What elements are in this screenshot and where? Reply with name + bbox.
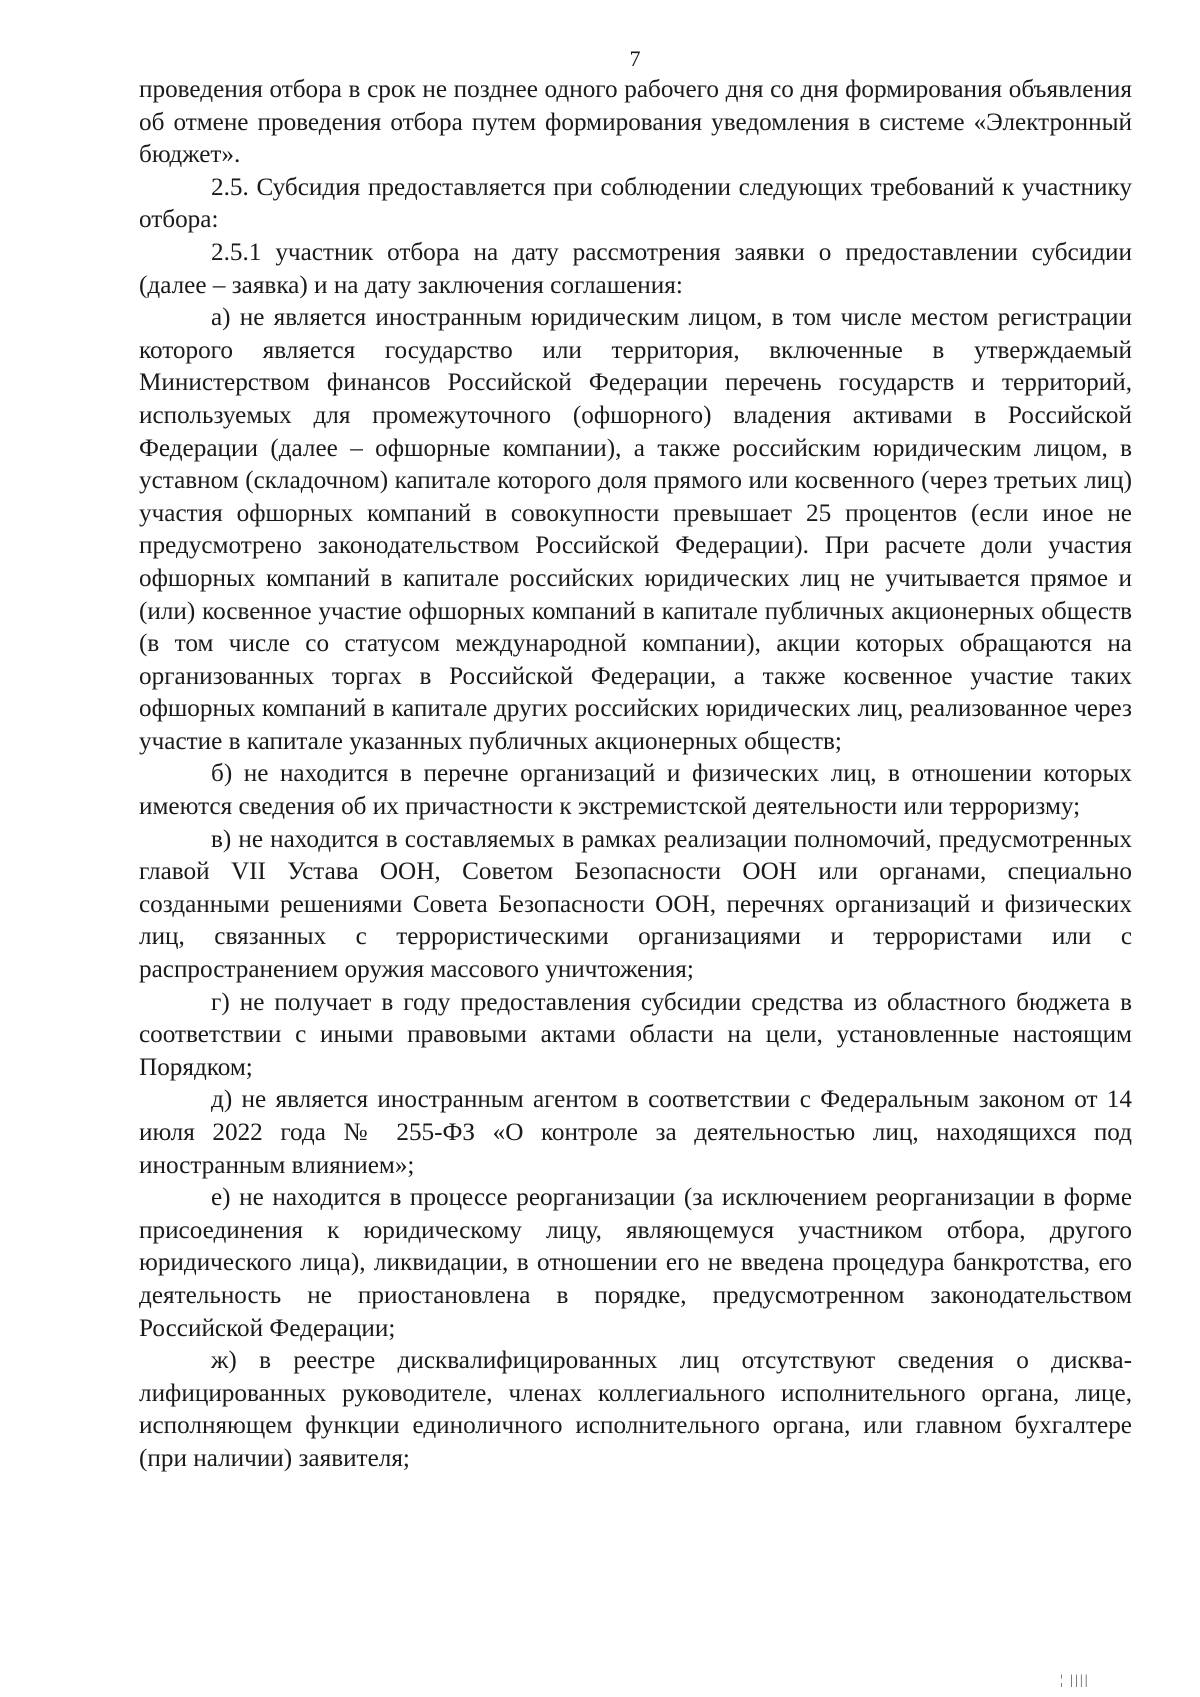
paragraph-clause-2-5-1: 2.5.1 участник отбора на дату рассмотрения заявки о предоставлении субсидии (далее – заявка) и на дату заключения соглашения: <box>139 238 1132 299</box>
scan-artifact: ¦ |||| <box>1060 1673 1090 1688</box>
paragraph-clause-2-5: 2.5. Субсидия предоставляется при соблюдении следующих требований к участнику отбора: <box>139 173 1132 234</box>
page-number: 7 <box>629 46 641 71</box>
paragraph-item-a: а) не является иностранным юридическим лицом, в том числе местом регистрации которого является государство или территория, включенные в утверждаемый Министерством финансов Российской Федерации перечень государств и территорий, используемых для промежуточного (офшорного) владения активами в Российской Федерации (далее – офшорные компании), а также российским юридическим лицом, в уставном (складочном) капитале которого доля прямого или косвенного (через третьих лиц) участия офшорных компаний в совокупности превышает 25 процентов (если иное не предусмотрено законодательством Российской Федерации). При расчете доли участия офшорных компаний в капитале российских юридических лиц не учитывается прямое и (или) косвенное участие офшорных компаний в капитале публичных акционерных обществ (в том числе со статусом международной компании), акции которых обращаются на организованных торгах в Российской Федерации, а также косвенное участие таких офшорных компаний в капитале других российских юридических лиц, реализованное через участие в капитале указанных публичных акционерных обществ; <box>139 304 1132 755</box>
paragraph-item-v: в) не находится в составляемых в рамках реализации полномочий, предусмотренных главой VII Устава ООН, Советом Безопасности ООН или органами, специально созданными решениями Совета Безопасности ООН, перечнях организаций и физических лиц, связанных с террористическими организациями и террористами или с распространением оружия массового уничтожения; <box>139 825 1132 984</box>
paragraph-continuation: проведения отбора в срок не позднее одного рабочего дня со дня формирования объявления об отмене проведения отбора путем формирования уведомления в системе «Электронный бюджет». <box>139 76 1132 169</box>
paragraph-item-d: д) не является иностранным агентом в соответствии с Федеральным законом от 14 июля 2022 года № 255-ФЗ «О контроле за деятельностью лиц, находящихся под иностранным влиянием»; <box>139 1086 1132 1179</box>
paragraph-item-e: е) не находится в процессе реорганизации (за исключением реорганизации в форме присоединения к юридическому лицу, являющемуся участником отбора, другого юридического лица), ликвидации, в отношении его не введена процедура банкротства, его деятельность не приостановлена в порядке, предусмотренном законодательством Российской Федерации; <box>139 1184 1132 1342</box>
paragraph-item-b: б) не находится в перечне организаций и физических лиц, в отношении которых имеются сведения об их причастности к экстремистской деятельности или терроризму; <box>139 760 1132 821</box>
paragraph-item-g: г) не получает в году предоставления субсидии средства из областного бюджета в соответствии с иными правовыми актами области на цели, установленные настоящим Порядком; <box>139 988 1132 1081</box>
paragraph-item-zh: ж) в реестре дисквалифицированных лиц отсутствуют сведения о дисквалифицированных руководителе, членах коллегиального исполнительного органа, лице, исполняющем функции единоличного исполнительного органа, или главном бухгалтере (при наличии) заявителя; <box>139 1347 1132 1472</box>
document-body <box>139 74 1132 1476</box>
